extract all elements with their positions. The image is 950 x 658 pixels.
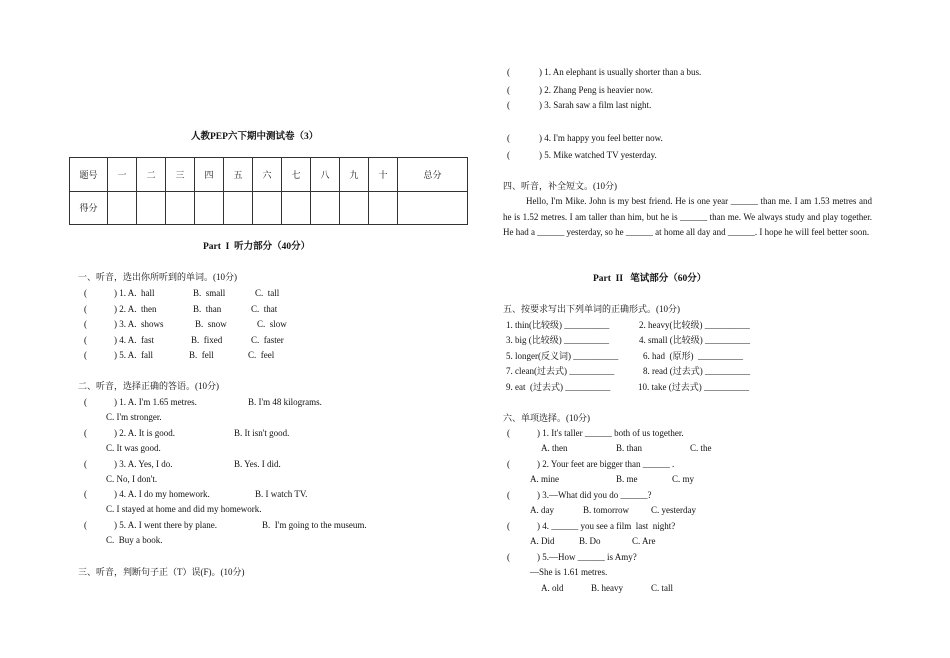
word-form-item: 3. big (比较级) __________ bbox=[506, 335, 609, 345]
answer-paren: ( bbox=[84, 288, 87, 298]
section1-heading: 一、听音，选出你所听到的单词。(10分) bbox=[78, 272, 237, 282]
score-cell[interactable] bbox=[282, 191, 311, 225]
option-c: C. I'm stronger. bbox=[106, 412, 162, 422]
option-c: C. tall bbox=[255, 288, 280, 298]
question: ) 1. It's taller ______ both of us together. bbox=[537, 428, 684, 438]
option-b: B. fixed bbox=[191, 335, 223, 345]
question-response: —She is 1.61 metres. bbox=[530, 567, 608, 577]
section6-heading: 六、单项选择。(10分) bbox=[503, 413, 590, 423]
section3-heading: 三、听音，判断句子正（T）误(F)。(10分) bbox=[78, 567, 245, 577]
option-b: B. I watch TV. bbox=[255, 489, 308, 499]
word-form-item: 8. read (过去式) __________ bbox=[643, 366, 750, 376]
word-form-item: 4. small (比较级) __________ bbox=[639, 335, 750, 345]
question: ) 5.—How ______ is Amy? bbox=[537, 552, 637, 562]
score-header-7: 七 bbox=[282, 158, 311, 192]
score-cell[interactable] bbox=[137, 191, 166, 225]
option-c: C. my bbox=[672, 474, 695, 484]
score-cell[interactable] bbox=[166, 191, 195, 225]
option-a: ) 1. A. I'm 1.65 metres. bbox=[114, 397, 197, 407]
answer-paren: ( bbox=[84, 304, 87, 314]
option-a: A. then bbox=[541, 443, 568, 453]
option-c: C. yesterday bbox=[651, 505, 696, 515]
section4-heading: 四、听音，补全短文。(10分) bbox=[503, 181, 617, 191]
score-header-total: 总分 bbox=[398, 158, 468, 192]
word-form-item: 6. had (原形) __________ bbox=[643, 351, 743, 361]
option-c: C. I stayed at home and did my homework. bbox=[106, 504, 262, 514]
score-cell[interactable] bbox=[369, 191, 398, 225]
statement: ) 2. Zhang Peng is heavier now. bbox=[539, 85, 653, 95]
option-b: B. heavy bbox=[591, 583, 623, 593]
score-header-10: 十 bbox=[369, 158, 398, 192]
score-header-1: 一 bbox=[108, 158, 137, 192]
score-header-9: 九 bbox=[340, 158, 369, 192]
statement: ) 3. Sarah saw a film last night. bbox=[539, 100, 652, 110]
score-header-label: 题号 bbox=[70, 158, 108, 192]
answer-paren: ( bbox=[507, 552, 510, 562]
option-a: ) 5. A. I went there by plane. bbox=[114, 520, 217, 530]
score-cell[interactable] bbox=[224, 191, 253, 225]
answer-paren: ( bbox=[84, 489, 87, 499]
answer-paren: ( bbox=[507, 459, 510, 469]
word-form-item: 7. clean(过去式) __________ bbox=[506, 366, 615, 376]
score-cell[interactable] bbox=[108, 191, 137, 225]
score-header-2: 二 bbox=[137, 158, 166, 192]
section2-heading: 二、听音，选择正确的答语。(10分) bbox=[78, 381, 219, 391]
option-c: C. slow bbox=[257, 319, 287, 329]
score-table bbox=[69, 157, 468, 225]
option-c: C. Are bbox=[632, 536, 656, 546]
score-row-label: 得分 bbox=[70, 191, 108, 225]
answer-paren: ( bbox=[507, 490, 510, 500]
option-b: B. than bbox=[193, 304, 222, 314]
statement: ) 4. I'm happy you feel better now. bbox=[539, 133, 663, 143]
question-item: ) 2. A. then bbox=[114, 304, 157, 314]
question-item: ) 4. A. fast bbox=[114, 335, 154, 345]
option-b: B. I'm going to the museum. bbox=[262, 520, 367, 530]
option-b: B. me bbox=[616, 474, 638, 484]
answer-paren: ( bbox=[507, 100, 510, 110]
score-header-8: 八 bbox=[311, 158, 340, 192]
option-b: B. It isn't good. bbox=[234, 428, 290, 438]
question: ) 3.—What did you do ______? bbox=[537, 490, 652, 500]
page-title: 人教PEP六下期中测试卷（3） bbox=[191, 132, 319, 142]
answer-paren: ( bbox=[507, 133, 510, 143]
answer-paren: ( bbox=[84, 520, 87, 530]
answer-paren: ( bbox=[507, 521, 510, 531]
option-a: A. mine bbox=[530, 474, 559, 484]
option-a: A. day bbox=[530, 505, 554, 515]
answer-paren: ( bbox=[84, 335, 87, 345]
option-a: ) 4. A. I do my homework. bbox=[114, 489, 210, 499]
question: ) 4. ______ you see a film last night? bbox=[537, 521, 676, 531]
score-header-3: 三 bbox=[166, 158, 195, 192]
question: ) 2. Your feet are bigger than ______ . bbox=[537, 459, 675, 469]
option-a: ) 3. A. Yes, I do. bbox=[114, 459, 173, 469]
question-item: ) 3. A. shows bbox=[114, 319, 164, 329]
statement: ) 5. Mike watched TV yesterday. bbox=[539, 150, 657, 160]
option-a: A. Did bbox=[530, 536, 555, 546]
option-b: B. fell bbox=[189, 350, 214, 360]
word-form-item: 2. heavy(比较级) __________ bbox=[639, 320, 750, 330]
word-form-item: 10. take (过去式) __________ bbox=[638, 382, 749, 392]
option-c: C. the bbox=[690, 443, 712, 453]
answer-paren: ( bbox=[84, 319, 87, 329]
option-c: C. that bbox=[251, 304, 278, 314]
answer-paren: ( bbox=[507, 85, 510, 95]
answer-paren: ( bbox=[507, 428, 510, 438]
option-b: B. Yes. I did. bbox=[234, 459, 281, 469]
option-c: C. faster bbox=[251, 335, 284, 345]
option-b: B. tomorrow bbox=[583, 505, 629, 515]
option-b: B. small bbox=[193, 288, 226, 298]
option-c: C. Buy a book. bbox=[106, 535, 163, 545]
option-a: ) 2. A. It is good. bbox=[114, 428, 176, 438]
score-header-4: 四 bbox=[195, 158, 224, 192]
score-cell[interactable] bbox=[340, 191, 369, 225]
score-cell[interactable] bbox=[311, 191, 340, 225]
answer-paren: ( bbox=[84, 397, 87, 407]
option-a: A. old bbox=[541, 583, 564, 593]
option-b: B. I'm 48 kilograms. bbox=[248, 397, 322, 407]
question-item: ) 1. A. hall bbox=[114, 288, 155, 298]
score-header-5: 五 bbox=[224, 158, 253, 192]
score-cell-total[interactable] bbox=[398, 191, 468, 225]
word-form-item: 5. longer(反义词) __________ bbox=[506, 351, 619, 361]
option-c: C. No, I don't. bbox=[106, 474, 158, 484]
question-item: ) 5. A. fall bbox=[114, 350, 153, 360]
statement: ) 1. An elephant is usually shorter than a bus. bbox=[539, 67, 702, 77]
word-form-item: 9. eat (过去式) __________ bbox=[506, 382, 611, 392]
answer-paren: ( bbox=[84, 428, 87, 438]
answer-paren: ( bbox=[84, 459, 87, 469]
option-c: C. It was good. bbox=[106, 443, 161, 453]
option-b: B. than bbox=[616, 443, 642, 453]
score-cell[interactable] bbox=[195, 191, 224, 225]
cloze-passage: Hello, I'm Mike. John is my best friend. He is one year ______ than me. I am 1.53 metres and he is 1.52 metres. I am taller than him, but he is ______ than me. We always study and play together. He had a ______ yesterday, so he ______ at home all day and ______. I hope he will feel better soon. bbox=[503, 196, 872, 237]
score-cell[interactable] bbox=[253, 191, 282, 225]
part1-title: Part I 听力部分（40分） bbox=[203, 242, 311, 252]
answer-paren: ( bbox=[84, 350, 87, 360]
section5-heading: 五、按要求写出下列单词的正确形式。(10分) bbox=[503, 304, 680, 314]
option-c: C. feel bbox=[248, 350, 275, 360]
option-b: B. snow bbox=[195, 319, 227, 329]
score-header-6: 六 bbox=[253, 158, 282, 192]
option-c: C. tall bbox=[651, 583, 673, 593]
option-b: B. Do bbox=[579, 536, 601, 546]
word-form-item: 1. thin(比较级) __________ bbox=[506, 320, 610, 330]
part2-title: Part II 笔试部分（60分） bbox=[593, 274, 707, 284]
answer-paren: ( bbox=[507, 150, 510, 160]
answer-paren: ( bbox=[507, 67, 510, 77]
